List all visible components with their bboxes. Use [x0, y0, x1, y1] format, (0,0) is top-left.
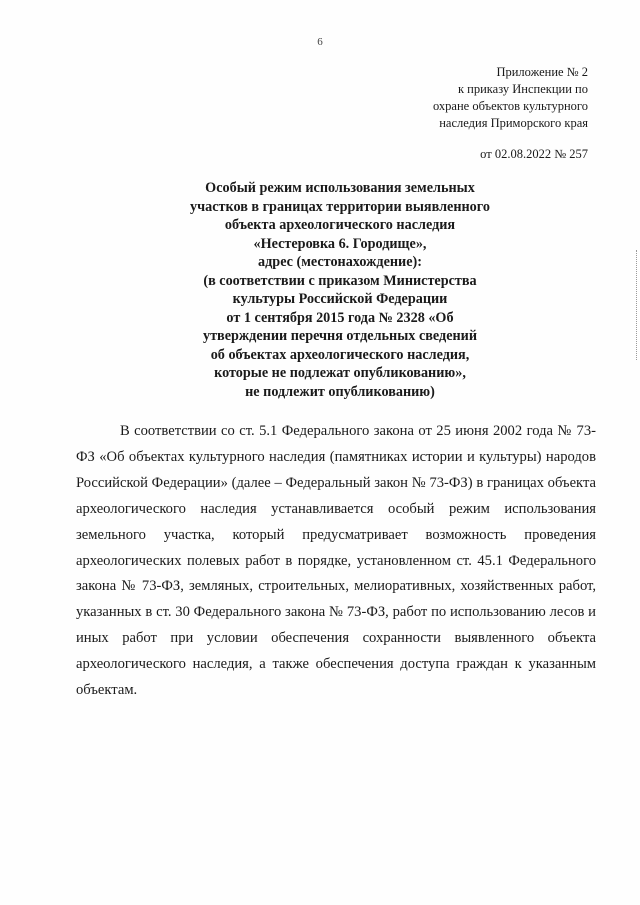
title-line: «Нестеровка 6. Городище»,: [253, 235, 427, 252]
page-number: 6: [317, 36, 323, 48]
title-line: культуры Российской Федерации: [232, 291, 448, 307]
title-line: (в соответствии с приказом Министерства: [203, 272, 477, 289]
title-line: утверждении перечня отдельных сведений: [202, 328, 478, 344]
title-line: адрес (местонахождение):: [258, 254, 422, 270]
appendix-header: [348, 64, 588, 163]
scan-edge-mark: [636, 250, 637, 360]
body-paragraph: В соответствии со ст. 5.1 Федерального закона от 25 июня 2002 года № 73-ФЗ «Об объектах культурного наследия (памятниках истории и культуры) народов Российской Федерации» (далее – Федеральный закон № 73-ФЗ) в границах объекта археологического наследия устанавливается особый режим использования земельного участка, который предусматривает возможность проведения археологических полевых работ в порядке, установленном ст. 45.1 Федерального закона № 73-ФЗ, земляных, строительных, мелиоративных, хозяйственных работ, указанных в ст. 30 Федерального закона № 73-ФЗ, работ по использованию лесов и иных работ при условии обеспечения сохранности выявленного объекта археологического наследия, а также обеспечения доступа граждан к указанным объектам.: [76, 423, 596, 699]
title-line: не подлежит опубликованию): [245, 383, 435, 400]
appendix-line: охране объектов культурного: [432, 99, 588, 113]
title-line: Особый режим использования земельных: [205, 180, 475, 196]
appendix-line: к приказу Инспекции по: [457, 82, 588, 96]
title-line: об объектах археологического наследия,: [210, 346, 470, 363]
appendix-line: Приложение № 2: [496, 65, 588, 79]
title-line: которые не подлежат опубликованию»,: [214, 365, 466, 381]
document-body: [76, 419, 596, 704]
title-line: участков в границах территории выявленного: [190, 198, 490, 215]
title-line: от 1 сентября 2015 года № 2328 «Об: [226, 309, 454, 326]
appendix-date-line: от 02.08.2022 № 257: [480, 147, 588, 161]
title-line: объекта археологического наследия: [224, 217, 456, 233]
document-title: [120, 179, 560, 401]
appendix-line: наследия Приморского края: [439, 116, 588, 130]
